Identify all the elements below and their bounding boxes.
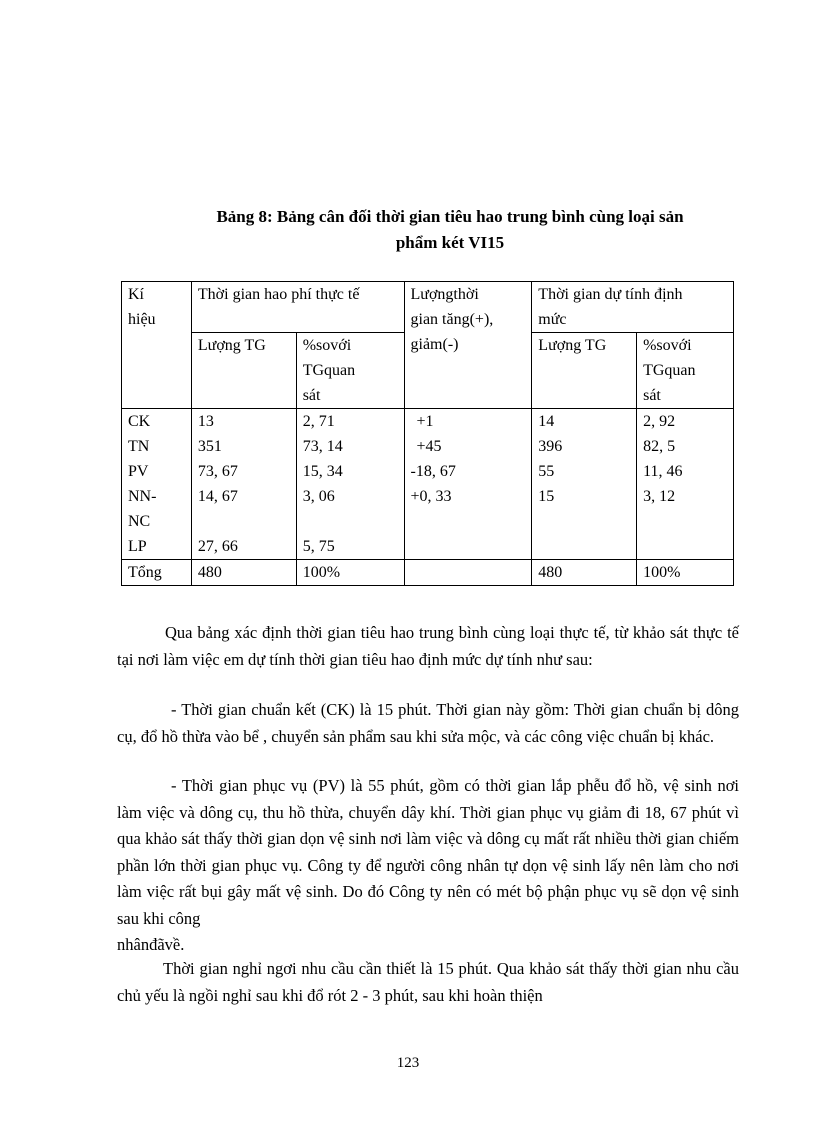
total-actual-amount: 480 <box>191 560 296 586</box>
header-change: Lượngthời gian tăng(+), giảm(-) <box>404 282 532 409</box>
total-norm-pct: 100% <box>637 560 734 586</box>
paragraph-intro: Qua bảng xác định thời gian tiêu hao trung bình cùng loại thực tế, từ khảo sát thực tế tại nơi làm việc em dự tính thời gian tiêu hao định mức dự tính như sau: <box>117 623 739 669</box>
table-row <box>122 409 734 560</box>
cell-norm-pct: 2, 92 82, 5 11, 46 3, 12 <box>637 409 734 560</box>
time-balance-table <box>121 281 734 586</box>
header-actual-amount: Lượng TG <box>191 333 296 409</box>
header-actual-time: Thời gian hao phí thực tế <box>191 282 404 333</box>
cell-actual-amount: 13 351 73, 67 14, 67 27, 66 <box>191 409 296 560</box>
total-label: Tổng <box>122 560 192 586</box>
cell-kihieu: CK TN PV NN- NC LP <box>122 409 192 560</box>
cell-actual-pct: 2, 71 73, 14 15, 34 3, 06 5, 75 <box>296 409 404 560</box>
header-row-1 <box>122 282 734 333</box>
header-actual-pct: %sovới TGquan sát <box>296 333 404 409</box>
total-actual-pct: 100% <box>296 560 404 586</box>
page-number: 123 <box>396 1055 420 1071</box>
table-title-line-1: Bảng 8: Bảng cân đối thời gian tiêu hao trung bình cùng loại sản <box>216 207 684 226</box>
cell-change: +1 +45 -18, 67 +0, 33 <box>404 409 532 560</box>
paragraph-nn: Thời gian nghỉ ngơi nhu cầu cần thiết là 15 phút. Qua khảo sát thấy thời gian nhu cầu chủ yếu là ngồi nghỉ sau khi đổ rót 2 - 3 phút, sau khi hoàn thiện <box>117 959 739 1005</box>
cell-norm-amount: 14 396 55 15 <box>532 409 637 560</box>
table-total-row <box>122 560 734 586</box>
paragraph-pv-text: - Thời gian phục vụ (PV) là 55 phút, gồm có thời gian lắp phễu đổ hồ, vệ sinh nơi làm việc và dông cụ, thu hồ thừa, chuyển dây khí. Thời gian phục vụ giảm đi 18, 67 phút vì qua khảo sát thấy thời gian dọn vệ sinh nơi làm việc và dông cụ mất rất nhiều thời gian chiếm phần lớn thời gian phục vụ. Công ty để người công nhân tự dọn vệ sinh lấy nên làm cho nơi làm việc rất bụi gây mất vệ sinh. Do đó Công ty nên có mét bộ phận phục vụ sẽ dọn vệ sinh sau khi công <box>117 776 739 928</box>
header-kihieu: Kí hiệu <box>122 282 192 409</box>
header-norm-pct: %sovới TGquan sát <box>637 333 734 409</box>
paragraph-pv <box>117 773 739 959</box>
total-norm-amount: 480 <box>532 560 637 586</box>
header-norm-amount: Lượng TG <box>532 333 637 409</box>
total-change <box>404 560 532 586</box>
table-title-line-2: phẩm két VI15 <box>395 233 505 252</box>
paragraph-pv-last-line: nhânđãvề. <box>117 935 185 954</box>
header-norm-time: Thời gian dự tính định mức <box>532 282 734 333</box>
paragraph-ck: - Thời gian chuẩn kết (CK) là 15 phút. Thời gian này gồm: Thời gian chuẩn bị dông cụ, đổ hồ thừa vào bể , chuyển sản phẩm sau khi sửa mộc, và các công việc chuẩn bị khác. <box>117 700 739 746</box>
